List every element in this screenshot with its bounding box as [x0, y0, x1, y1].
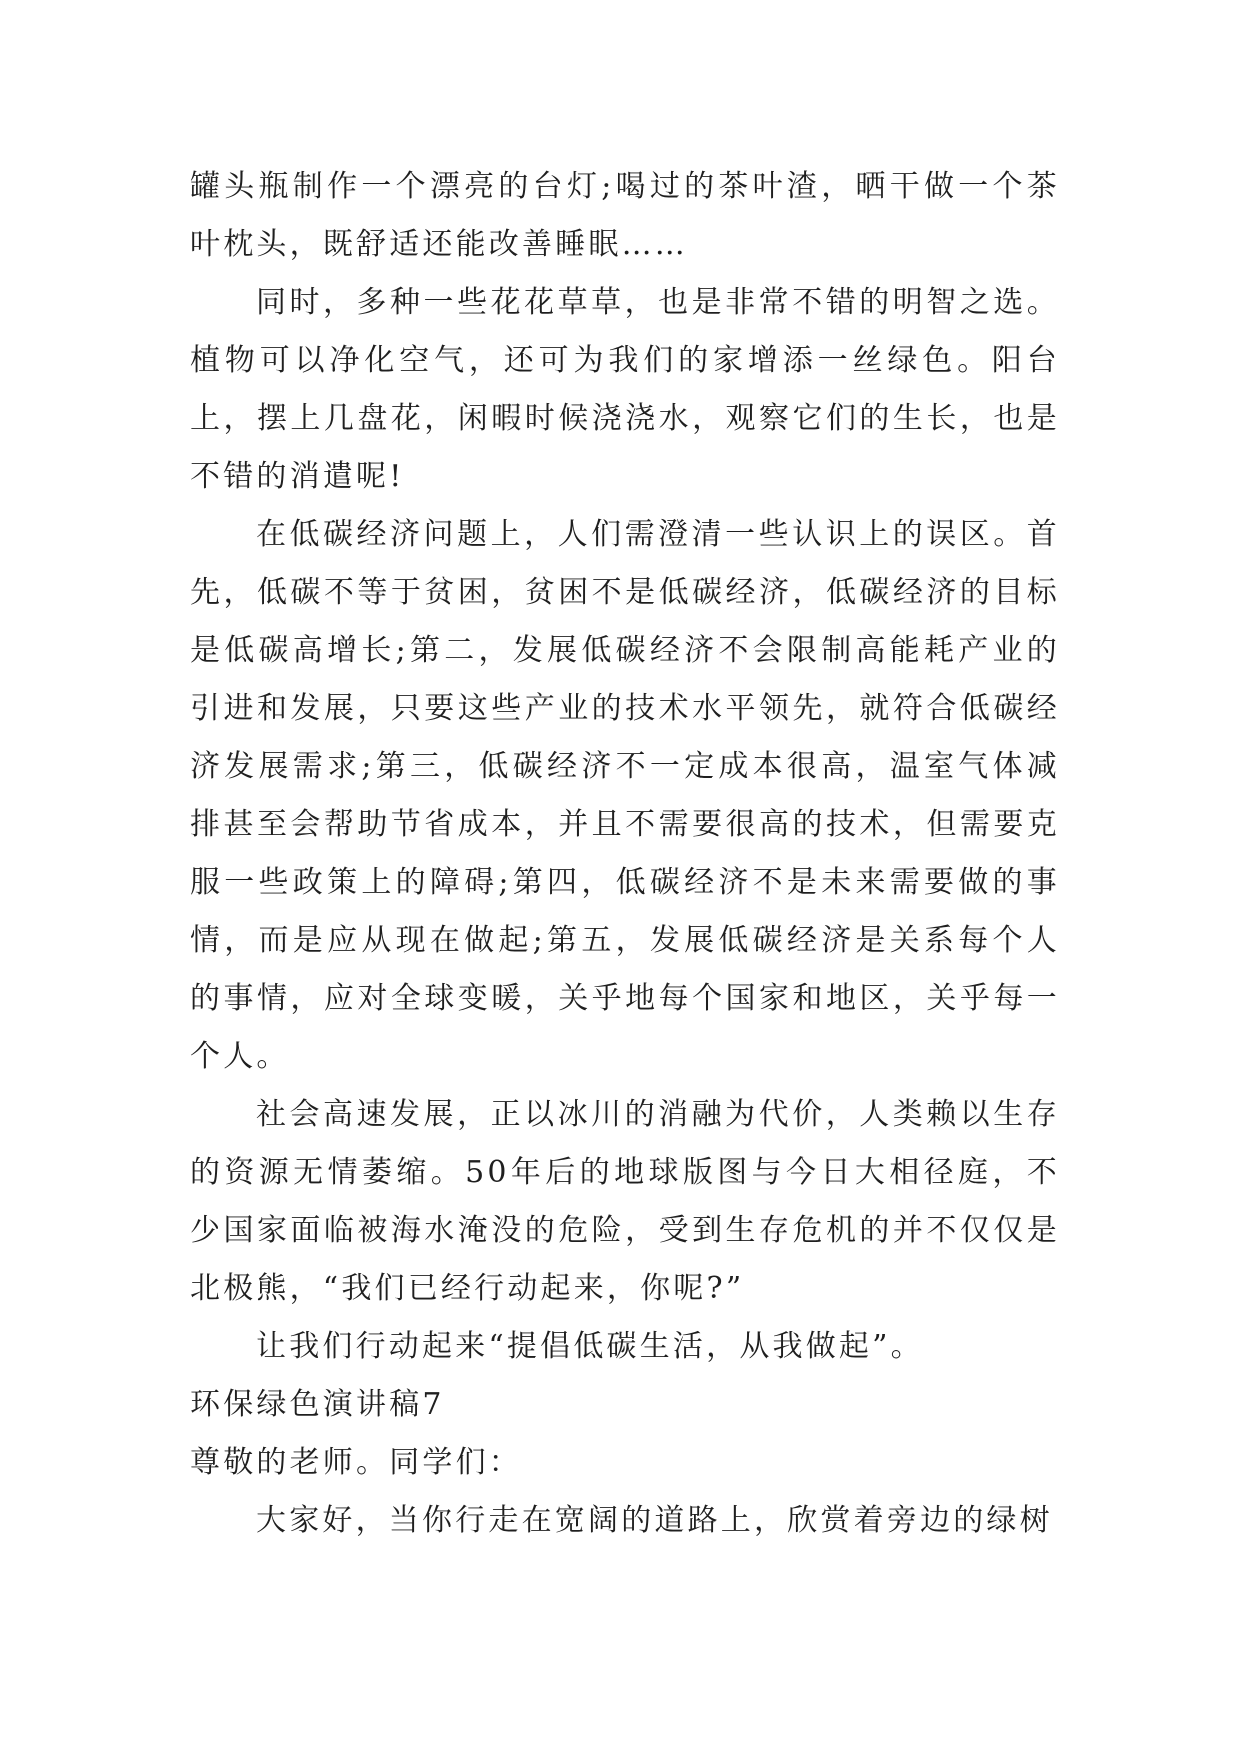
paragraph-3: 在低碳经济问题上，人们需澄清一些认识上的误区。首先，低碳不等于贫困，贫困不是低碳经济，低碳经济的目标是低碳高增长;第二，发展低碳经济不会限制高能耗产业的引进和发展，只要这些产业的技术水平领先，就符合低碳经济发展需求;第三，低碳经济不一定成本很高，温室气体减排甚至会帮助节省成本，并且不需要很高的技术，但需要克服一些政策上的障碍;第四，低碳经济不是未来需要做的事情，而是应从现在做起;第五，发展低碳经济是关系每个人的事情，应对全球变暖，关乎地每个国家和地区，关乎每一个人。	[190, 517, 1060, 1074]
paragraph-4: 社会高速发展，正以冰川的消融为代价，人类赖以生存的资源无情萎缩。50年后的地球版图与今日大相径庭，不少国家面临被海水淹没的危险，受到生存危机的并不仅仅是北极熊，“我们已经行动起来，你呢?”	[190, 1097, 1060, 1306]
section-title: 环保绿色演讲稿7	[190, 1387, 445, 1422]
paragraph-6: 大家好，当你行走在宽阔的道路上，欣赏着旁边的绿树	[256, 1503, 1053, 1538]
paragraph-2: 同时，多种一些花花草草，也是非常不错的明智之选。植物可以净化空气，还可为我们的家增添一丝绿色。阳台上，摆上几盘花，闲暇时候浇浇水，观察它们的生长，也是不错的消遣呢!	[190, 285, 1060, 494]
paragraph-1: 罐头瓶制作一个漂亮的台灯;喝过的茶叶渣，晒干做一个茶叶枕头，既舒适还能改善睡眠……	[190, 169, 1060, 262]
salutation: 尊敬的老师。同学们：	[190, 1445, 522, 1480]
document-body	[190, 158, 1060, 1550]
paragraph-5: 让我们行动起来“提倡低碳生活，从我做起”。	[256, 1329, 924, 1364]
